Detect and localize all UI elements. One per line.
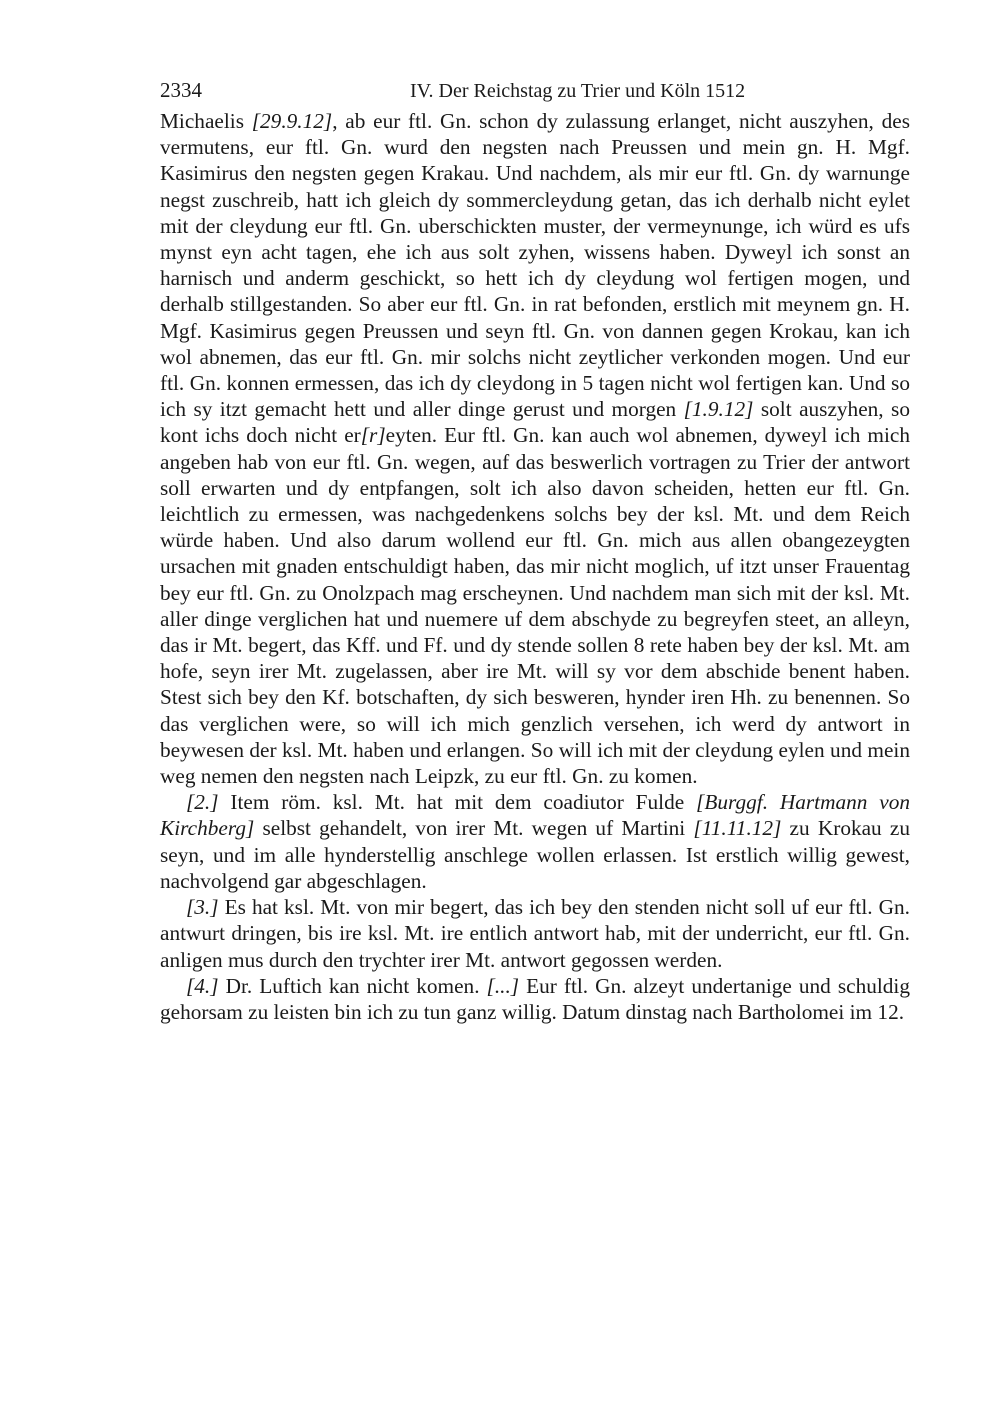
section-number: [2.] xyxy=(186,790,219,815)
paragraph-4 xyxy=(160,973,910,1025)
text-segment: selbst gehandelt, von irer Mt. wegen uf Martini xyxy=(254,816,694,841)
section-number: [4.] xyxy=(186,973,219,998)
text-segment: , ab eur ftl. Gn. schon dy zulassung erlanget, nicht auszyhen, des vermutens, eur ftl. Gn. wurd den negsten nach Preussen und mein gn. H. Mgf. Kasimirus den negsten gegen Krakau. Und nachdem, als mir eur ftl. Gn. dy warnunge negst zuschreib, hatt ich gleich dy sommercleydung getan, das ich derhalb nicht eylet mit der cleydung eur ftl. Gn. uberschickten muster, der vermeynunge, ich würd es ufs mynst eyn acht tagen, ehe ich aus solt zyhen, wissens haben. Dyweyl ich sonst an harnisch und anderm geschickt, so hett ich dy cleydung wol fertigen mogen, und derhalb stillgestanden. So aber eur ftl. Gn. in rat befonden, erstlich mit meynem gn. H. Mgf. Kasimirus gegen Preussen und seyn ftl. Gn. von dannen gegen Krokau, kan ich wol abnemen, das eur ftl. Gn. mir solchs nicht zeytlicher verkonden mogen. Und eur ftl. Gn. konnen ermessen, das ich dy cleydong in 5 tagen nicht wol fertigen kan. Und so ich sy itzt gemacht hett und aller dinge gerust und morgen xyxy=(160,109,911,422)
text-segment: Eur ftl. Gn. alzeyt undertanige und schuldig gehorsam zu leisten bin ich zu tun ganz willig. Datum dinstag nach Bartholomei im 12. xyxy=(160,973,910,1024)
paragraph-2 xyxy=(160,789,910,894)
body-text xyxy=(160,108,910,1025)
editorial-emendation: [r] xyxy=(360,423,386,448)
date-annotation: [29.9.12] xyxy=(251,109,333,133)
page xyxy=(160,78,910,1025)
text-segment: eyten. Eur ftl. Gn. kan auch wol abnemen, dyweyl ich mich angeben hab von eur ftl. Gn. wegen, auf das beswerlich vortragen zu Trier der antwort soll erwarten und dy entpfangen, solt ich also davon scheiden, hetten eur ftl. Gn. leichtlich zu ermessen, was nachgedenkens solchs bey der ksl. Mt. und dem Reich würde haben. Und also darum wollend eur ftl. Gn. mich aus allen obangezeygten ursachen mit gnaden entschuldigt haben, das mir nicht moglich, uf itzt unser Frauentag bey eur ftl. Gn. zu Onolzpach mag erscheynen. Und nachdem man sich mit der ksl. Mt. aller dinge verglichen hat und nuemere uf dem abschyde zu begreyfen steet, an alleyn, das ir Mt. begert, das Kff. und Ff. und dy stende sollen 8 rete haben bey der ksl. Mt. am hofe, seyn irer Mt. zugelassen, aber ire Mt. will sy vor dem abschide benent haben. Stest sich bey den Kf. botschaften, dy sich besweren, hynder iren Hh. zu benennen. So das verglichen were, so will ich mich genzlich versehen, ich werd dy antwort in beywesen der ksl. Mt. haben und erlangen. So will ich mit der cleydung eylen und mein weg nemen den negsten nach Leipzk, zu eur ftl. Gn. zu komen. xyxy=(160,423,910,789)
text-segment: solt auszyhen, so kont ichs doch nicht er xyxy=(160,397,910,448)
paragraph-1 xyxy=(160,108,910,789)
section-number: [3.] xyxy=(186,895,219,920)
page-number: 2334 xyxy=(160,78,202,102)
date-annotation: [11.11.12] xyxy=(693,816,782,841)
paragraph-3 xyxy=(160,894,910,973)
text-segment: Michaelis xyxy=(160,109,252,133)
text-segment: zu Krokau zu seyn, und im alle hynderstellig anschlege wollen erlassen. Ist erstlich willig gewest, nachvolgend gar abgeschlagen. xyxy=(160,816,910,893)
running-title: IV. Der Reichstag zu Trier und Köln 1512 xyxy=(410,80,746,102)
text-segment: Es hat ksl. Mt. von mir begert, das ich bey den stenden nicht soll uf eur ftl. Gn. antwurt dringen, bis ire ksl. Mt. ire entlich antwort hab, mit der underricht, eur ftl. Gn. anligen mus durch den trychter irer Mt. antwort gegossen werden. xyxy=(160,895,910,972)
text-segment: Item röm. ksl. Mt. hat mit dem coadiutor Fulde xyxy=(218,790,697,815)
omission-marker: [...] xyxy=(486,973,520,998)
running-head xyxy=(160,78,910,108)
text-segment: Dr. Luftich kan nicht komen. xyxy=(218,973,487,998)
date-annotation: [1.9.12] xyxy=(683,397,754,422)
editorial-annotation: [Burggf. Hartmann von Kirchberg] xyxy=(160,790,911,841)
